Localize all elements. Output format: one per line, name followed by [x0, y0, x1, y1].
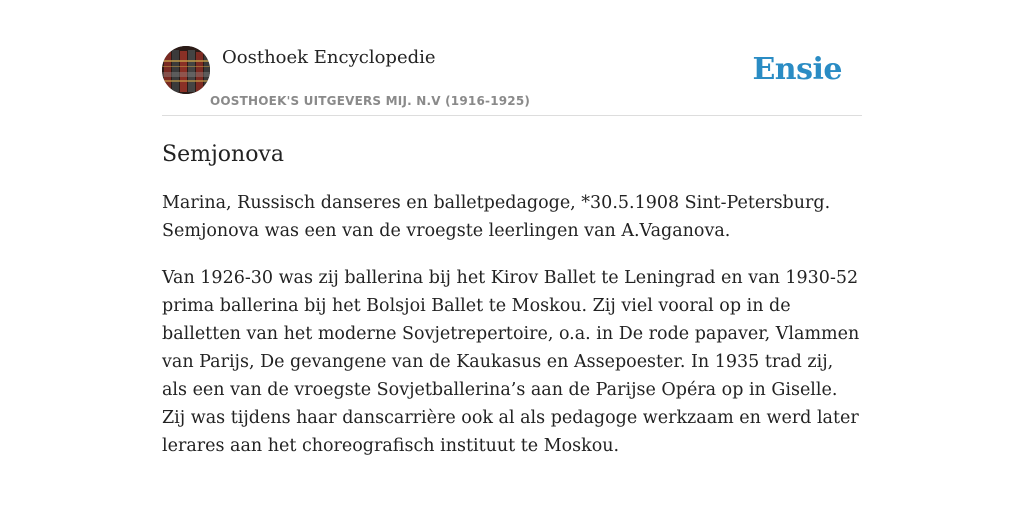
publication-name[interactable]: Oosthoek Encyclopedie: [222, 47, 436, 68]
article-paragraph: Van 1926-30 was zij ballerina bij het Kirov Ballet te Leningrad en van 1930-52 prima ballerina bij het Bolsjoi Ballet te Moskou. Zij viel vooral op in de balletten van het moderne Sovjetrepertoire, o.a. in De rode papaver, Vlammen van Parijs, De gevangene van de Kaukasus en Assepoester. In 1935 trad zij, als een van de vroegste Sovjetballerina’s aan de Parijse Opéra op in Giselle. Zij was tijdens haar danscarrière ook al als pedagoge werkzaam en werd later lerares aan het choreografisch instituut te Moskou.: [162, 268, 860, 456]
ensie-logo[interactable]: Ensie: [752, 52, 842, 87]
article-paragraph: Marina, Russisch danseres en balletpedagoge, *30.5.1908 Sint-Petersburg. Semjonova was een van de vroegste leerlingen van A.Vaganova.: [162, 193, 831, 241]
publication-header: [162, 46, 862, 116]
publication-meta: OOSTHOEK'S UITGEVERS MIJ. N.V (1916-1925): [210, 94, 531, 108]
book-spines-icon: [162, 46, 210, 94]
publication-avatar[interactable]: [162, 46, 210, 94]
article-card: [162, 46, 862, 460]
article-title: Semjonova: [162, 142, 284, 167]
